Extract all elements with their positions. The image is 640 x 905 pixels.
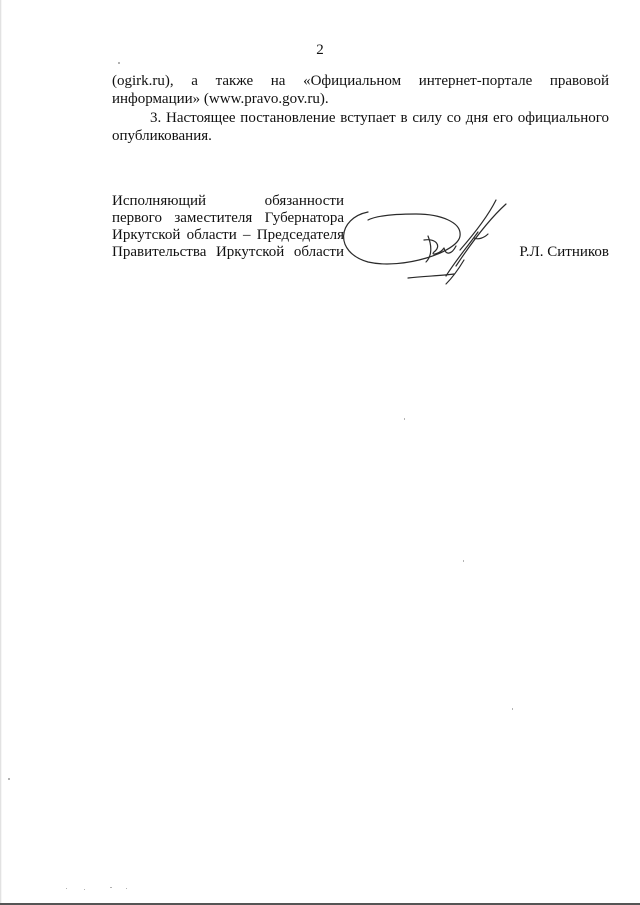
- signatory-name: Р.Л. Ситников: [519, 244, 609, 260]
- signatory-line-2: первого заместителя Губернатора: [112, 210, 344, 226]
- scan-speck: [110, 887, 112, 888]
- paragraph-1-line-1: (ogirk.ru), а также на «Официальном интернет-портале правовой: [112, 73, 610, 89]
- scan-speck: [126, 888, 127, 889]
- scan-speck: [8, 778, 10, 780]
- signatory-title: [112, 193, 344, 261]
- signatory-line-4: Правительства Иркутской области: [112, 244, 344, 260]
- scan-speck: [512, 708, 513, 710]
- scan-speck: [404, 418, 405, 420]
- paragraph-publication: [112, 72, 609, 108]
- handwritten-signature-icon: [328, 190, 518, 295]
- scan-speck: [66, 888, 67, 889]
- page-number: 2: [316, 42, 324, 58]
- scan-edge-left: [0, 0, 2, 905]
- scan-speck: [84, 889, 85, 890]
- paragraph-2-line-2: опубликования.: [112, 128, 212, 144]
- paragraph-2-line-1: 3. Настоящее постановление вступает в силу со дня его официального: [150, 110, 609, 126]
- signatory-line-1: Исполняющий обязанности: [112, 193, 344, 209]
- scan-speck: [463, 560, 464, 562]
- scan-speck: [118, 62, 120, 64]
- paragraph-1-line-2: информации» (www.pravo.gov.ru).: [112, 91, 329, 107]
- paragraph-effective-date: [112, 109, 609, 145]
- signatory-line-3: Иркутской области – Председателя: [112, 227, 344, 243]
